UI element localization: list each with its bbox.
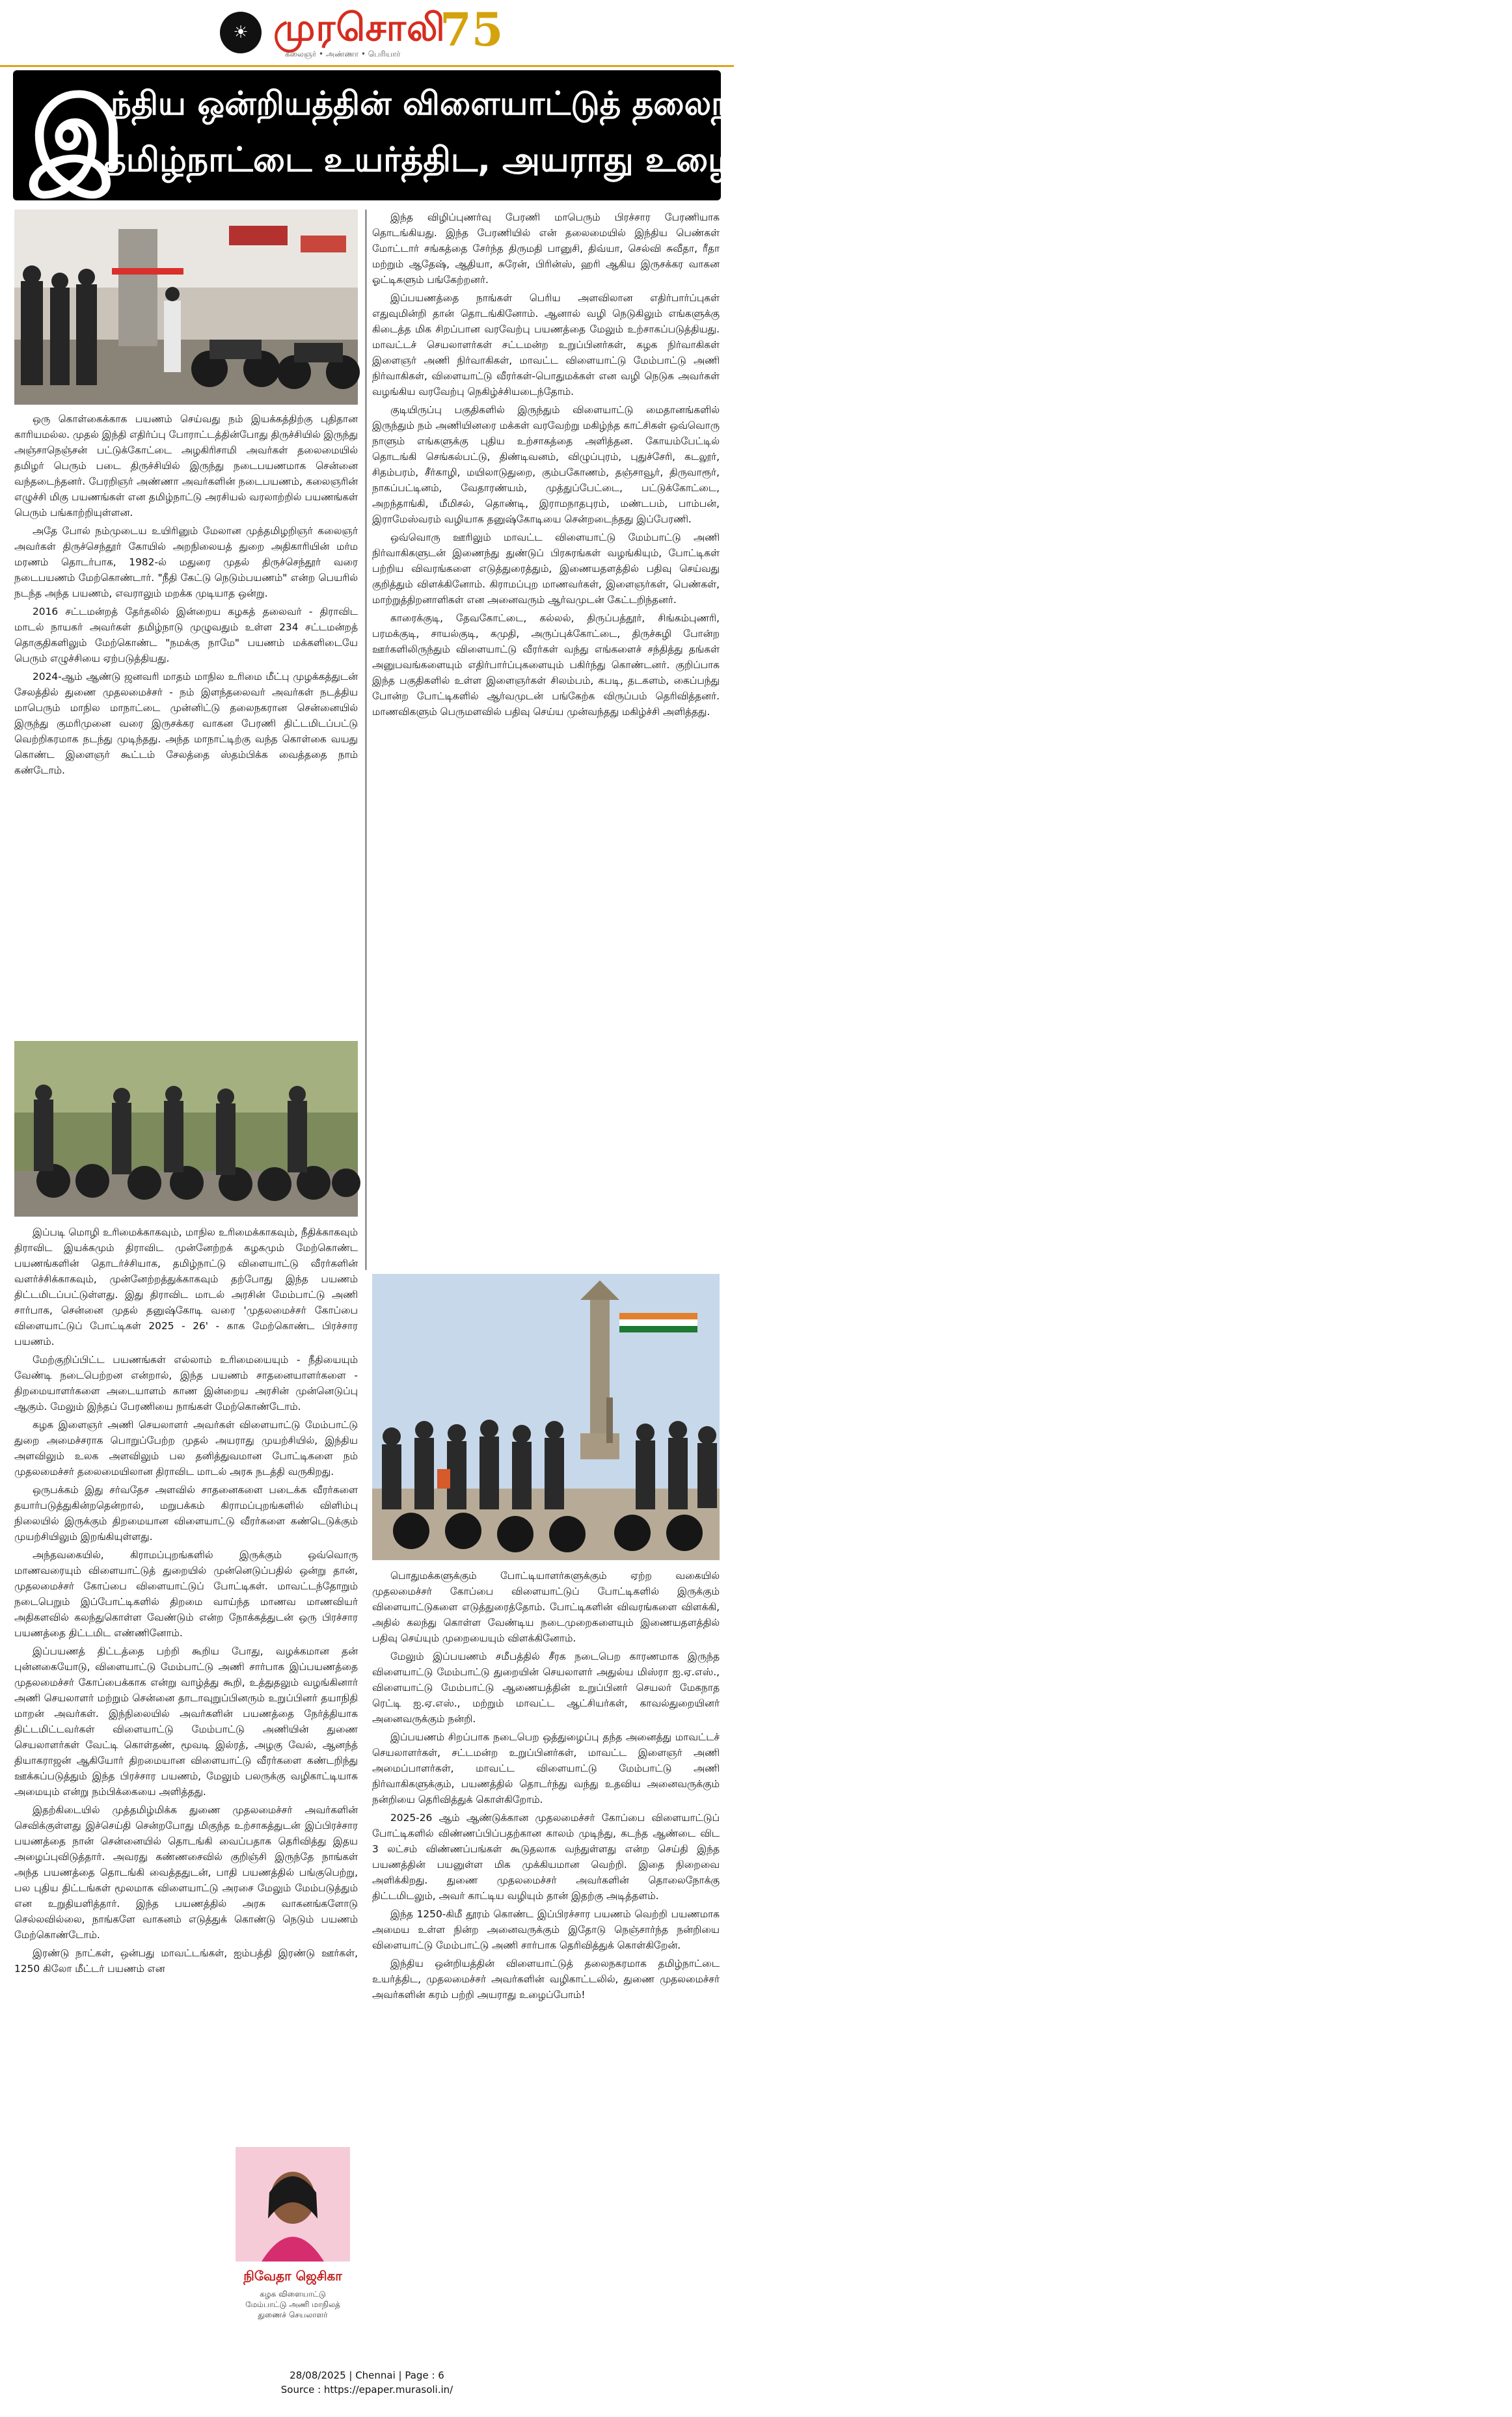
headline-initial: இ [30, 78, 125, 191]
brand-title: முரசொலி [273, 5, 446, 49]
paragraph: இப்பயணத் திட்டத்தை பற்றி கூறிய போது, வழக்கமான தன் புன்னகையோடு, விளையாட்டு மேம்பாட்டு அணி சார்பாக இப்பயணத்தை முதலமைச்சர் கோப்பைக்காக என்று வாழ்த்து கூறி, உத்துதலும் வழங்கினார் அணி செயலாளர் மற்றும் சென்னை தாடாவுறுப்பினரும் உறுப்பினர் தயாநிதி மாறன் அவர்கள். இந்நிலையில் அவர்களின் பயணத்தை நேர்த்தியாக திட்டமிட்டவர்கள் விளையாட்டு மேம்பாட்டு அணியின் துணை செயலாளர்கள் வேட்டி கொள்தண், மூவடி இல்ரத், அழகு வேல், ஆனந்த் தியாகராஜன் ஆகியோர் திறமையான விளையாட்டு வீரர்களை கண்டறிந்து ஊக்கப்படுத்தும் இந்த பிரச்சார பயணம், மேலும் பலருக்கு வழிகாட்டியாக அமையும் என்று நம்பிக்கையை அளித்தது. [14, 1645, 358, 1798]
paragraph: ஒவ்வொரு ஊரிலும் மாவட்ட விளையாட்டு மேம்பாட்டு அணி நிர்வாகிகளுடன் இணைந்து துண்டுப் பிரசுரங்கள் வழங்கியும், போட்டிகள் பற்றிய விவரங்களை எடுத்துரைத்தும், இணையதளத்தில் பதிவு செய்வது குறித்தும் விளக்கினோம். கிராமப்புற மாணவர்கள், இளைஞர்கள், பெண்கள், மாற்றுத்திறனாளிகள் என அனைவரும் ஆர்வமுடன் கேட்டறிந்தனர். [372, 532, 720, 606]
article-column-2a [372, 209, 720, 722]
paragraph: கழக இளைஞர் அணி செயலாளர் அவர்கள் விளையாட்டு மேம்பாட்டு துறை அமைச்சராக பொறுப்பேற்ற முதல் அயராது முயற்சியில், இந்திய அளவிலும் உலக அளவிலும் பல தனித்துவமான போட்டிகளை நம் முதலமைச்சர் தலைமையிலான திராவிட மாடல் அரசு நடத்தி வருகிறது. [14, 1419, 358, 1478]
paragraph: இரண்டு நாட்கள், ஒன்பது மாவட்டங்கள், ஐம்பத்தி இரண்டு ஊர்கள், 1250 கிலோ மீட்டர் பயணம் என [14, 1947, 358, 1975]
paragraph: 2025-26 ஆம் ஆண்டுக்கான முதலமைச்சர் கோப்பை விளையாட்டுப் போட்டிகளில் விண்ணப்பிப்பதற்கான காலம் முடிந்து, கடந்த ஆண்டை விட 3 லட்சம் விண்ணப்பங்கள் கூடுதலாக வந்துள்ளது என்ற செய்தி இந்த பயணத்தின் பயனுள்ள மிக முக்கியமான வெற்றி. இதை நிறைவை அளிக்கிறது. துணை முதலமைச்சர் அவர்களின் தொலைநோக்கு திட்டமிடலும், அவர் காட்டிய வழியும் தான் இதற்கு அடித்தளம். [372, 1812, 720, 1902]
paragraph: மேலும் இப்பயணம் சமீபத்தில் சீரக நடைபெற காரணமாக இருந்த விளையாட்டு மேம்பாட்டு துறையின் செயலாளர் அதுல்ய மிஸ்ரா ஐ.ஏ.எஸ்., விளையாட்டு மேம்பாட்டு ஆணையத்தின் உறுப்பினர் செயலர் மேகநாத ரெட்டி ஐ.ஏ.எஸ்., மற்றும் மாவட்ட ஆட்சியர்கள், காவல்துறையினர் அனைவருக்கும் நன்றி. [372, 1651, 720, 1725]
anniversary-badge: 75 [440, 3, 504, 57]
headline-line-2: தமிழ்நாட்டை உயர்த்திட, அயராது உழைப்போம்! [104, 141, 871, 180]
paragraph: அந்தவகையில், கிராமப்புறங்களில் இருக்கும் ஒவ்வொரு மாணவரையும் விளையாட்டுத் துறையில் முன்னெடுப்பதில் ஒன்று தான், முதலமைச்சர் கோப்பை விளையாட்டுப் போட்டிகள். மாவட்டந்தோறும் நடைபெறும் இப்போட்டிகளில் திறமை வாய்ந்த மாணவ மாணவியர் அதிகளவில் கலந்துகொள்ள வேண்டும் என்ற நோக்கத்துடன் ஒரு பிரச்சார பயணத்தை திட்டமிட எண்ணினோம். [14, 1549, 358, 1639]
paragraph: மேற்குறிப்பிட்ட பயணங்கள் எல்லாம் உரிமையையும் - நீதியையும் வேண்டி நடைபெற்றன என்றால், இந்த பயணம் சாதனையாளர்களை - திறமையாளர்களை அடையாளம் காண இன்றைய அரசின் முன்னெடுப்பு ஆகும். மேலும் இந்தப் பேரணியை நாங்கள் மேற்கொண்டோம். [14, 1354, 358, 1412]
article-column-1b [14, 1224, 358, 1979]
author-box [228, 2147, 358, 2342]
paragraph: இந்த 1250-கிமீ தூரம் கொண்ட இப்பிரச்சார பயணம் வெற்றி பயணமாக அமைய உள்ள நின்ற அனைவருக்கும் இதோடு நெஞ்சார்ந்த நன்றியை விளையாட்டு மேம்பாட்டு அணி சார்பாக தெரிவித்துக் கொள்கிறேன். [372, 1908, 720, 1951]
paragraph: காரைக்குடி, தேவகோட்டை, கல்லல், திருப்பத்தூர், சிங்கம்புணரி, பரமக்குடி, சாயல்குடி, கமுதி, அருப்புக்கோட்டை, திருச்சுழி போன்ற ஊர்களிலிருந்தும் விளையாட்டு வீரர்கள் வந்து எங்களைச் சந்தித்து தங்கள் அனுபவங்களையும் எதிர்பார்ப்புகளையும் பகிர்ந்து கொண்டனர். குறிப்பாக இந்த பகுதிகளில் உள்ள இளைஞர்கள் சிலம்பம், கபடி, தடகளம், கைப்பந்து போன்ற போட்டிகளில் ஆர்வமுடன் பங்கேற்க விருப்பம் தெரிவித்தனர். மாணவிகளும் பெருமளவில் பதிவு செய்ய முன்வந்தது மகிழ்ச்சி அளித்தது. [372, 612, 720, 718]
paragraph: குடியிருப்பு பகுதிகளில் இருந்தும் விளையாட்டு மைதானங்களில் இருந்தும் நம் அணியினரை மக்கள் வரவேற்று மகிழ்ந்த காட்சிகள் ஒவ்வொரு நாளும் எங்களுக்கு புதிய உற்சாகத்தை அளித்தன. கோயம்பேட்டில் தொடங்கி செங்கல்பட்டு, திண்டிவனம், விழுப்புரம், புதுச்சேரி, கடலூர், சிதம்பரம், சீர்காழி, மயிலாடுதுறை, கும்பகோணம், தஞ்சாவூர், திருவாரூர், நாகப்பட்டினம், வேதாரண்யம், முத்துப்பேட்டை, பட்டுக்கோட்டை, அறந்தாங்கி, மீமிசல், தொண்டி, இராமநாதபுரம், மண்டபம், பாம்பன், இராமேஸ்வரம் வழியாக தனுஷ்கோடியை சென்றடைந்தது இப்பேரணி. [372, 404, 720, 525]
paragraph: 2016 சட்டமன்றத் தேர்தலில் இன்றைய கழகத் தலைவர் - திராவிட மாடல் நாயகர் அவர்கள் தமிழ்நாடு முழுவதும் உள்ள 234 சட்டமன்றத் தொகுதிகளிலும் மேற்கொண்ட "நமக்கு நாமே" பயணம் மக்களிடையே பெரும் எழுச்சியை ஏற்படுத்தியது. [14, 606, 358, 664]
paragraph: ஒரு கொள்கைக்காக பயணம் செய்வது நம் இயக்கத்திற்கு புதிதான காரியமல்ல. முதல் இந்தி எதிர்ப்பு போராட்டத்தின்போது திருச்சியில் இருந்து அஞ்சாநெஞ்சன் பட்டுக்கோட்டை அழகிரிசாமி அவர்கள் தலைமையில் தமிழர் பெரும் படை திருச்சியில் இருந்து நடைபயணமாக சென்னை வந்தடைந்தனர். பேரறிஞர் அண்ணா அவர்களின் நடைபயணம், கலைஞரின் எழுச்சி மிகு பயணங்கள் என தமிழ்நாட்டு அரசியல் வரலாற்றில் பயணங்கள் பெரும் பங்காற்றியுள்ளன. [14, 413, 358, 519]
footer-source: Source : https://epaper.murasoli.in/ [280, 2384, 453, 2396]
masthead [0, 0, 734, 67]
paragraph: 2024-ஆம் ஆண்டு ஜனவரி மாதம் மாநில உரிமை மீட்பு முழக்கத்துடன் சேலத்தில் துணை முதலமைச்சர் - நம் இளந்தலைவர் அவர்கள் நடத்திய மாபெரும் மாநில மாநாட்டை முன்னிட்டு தலைநகரான சென்னையில் இருந்து குமரிமுனை வரை இருசக்கர வாகன பேரணி திட்டமிடப்பட்டு வெற்றிகரமாக நடந்து முடிந்தது. அந்த மாநாட்டிற்கு வந்த கொள்கை வயது கொண்ட இளைஞர் கூட்டம் சேலத்தை ஸ்தம்பிக்க வைத்ததை நாம் கண்டோம். [14, 671, 358, 776]
paragraph: இந்த விழிப்புணர்வு பேரணி மாபெரும் பிரச்சார பேரணியாக தொடங்கியது. இந்த பேரணியில் என் தலைமையில் இந்திய பெண்கள் மோட்டார் சங்கத்தை சேர்ந்த திருமதி பானுசி, திவ்யா, செல்வி சுவீதா, ரீதா மற்றும் ஆதேஷ், ஆதியா, சுரேன், பிரின்ஸ், ஹரி ஆகிய இருசக்கர வாகன ஓட்டிகளும் பங்கேற்றனர். [372, 211, 720, 286]
author-role [228, 2289, 358, 2320]
article-column-2b [372, 1568, 720, 2005]
article-column-1a [14, 411, 358, 781]
emblem-logo: ☀ [220, 12, 262, 53]
paragraph: இதற்கிடையில் முத்தமிழ்மிக்க துணை முதலமைச்சர் அவர்களின் செவிக்குள்ளது இச்செய்தி சென்றபோது மிகுந்த உற்சாகத்துடன் இப்பிரச்சார பயணத்தை நான் சென்னையில் தொடங்கி வைப்பதாக தெரிவித்து இதய அழைப்புவிடுத்தார். அவரது கண்ணசைவில் குறிஞ்சி இருந்தே நாங்கள் அந்த பயணத்தை தொடங்கி வைத்ததுடன், பாதி பயணத்தில் பங்குபெற்று, பல புதிய திட்டங்கள் மூலமாக விளையாட்டு அரசை மேலும் மேம்படுத்தும் என உறுதியளித்தார். இந்த பயணத்தில் அரசு வாகனங்களோடு செல்லவில்லை, நாங்களே வாகனம் எடுத்துக் கொண்டு நெடும் பயணம் மேற்கொண்டோம். [14, 1804, 358, 1941]
author-role-line-2: மேம்பாட்டு அணி மாநிலத் [245, 2300, 340, 2309]
paragraph: இப்பயணம் சிறப்பாக நடைபெற ஒத்துழைப்பு தந்த அனைத்து மாவட்டச் செயலாளர்கள், சட்டமன்ற உறுப்பினர்கள், மாவட்ட இளைஞர் அணி அமைப்பாளர்கள், மாவட்ட விளையாட்டு மேம்பாட்டு அணி நிர்வாகிகளுக்கும், பயணத்தில் தொடர்ந்து வந்து உதவிய அனைவருக்கும் நன்றியை தெரிவித்துக் கொள்கிறோம். [372, 1731, 720, 1805]
dhanushkodi-monument-photo [372, 1274, 720, 1560]
author-photo [236, 2147, 350, 2262]
page-footer [0, 2368, 734, 2397]
author-name: நிவேதா ஜெசிகா [243, 2268, 342, 2284]
paragraph: இப்படி மொழி உரிமைக்காகவும், மாநில உரிமைக்காகவும், நீதிக்காகவும் திராவிட இயக்கமும் திராவிட முன்னேற்றக் கழகமும் மேற்கொண்ட பயணங்களின் தொடர்ச்சியாக, தமிழ்நாட்டு விளையாட்டு வீரர்களின் வளர்ச்சிக்காகவும், முன்னேற்றத்துக்காகவும் தற்போது இந்த பயணம் திட்டமிடப்பட்டுள்ளது. இது திராவிட மாடல் அரசின் மேம்பாட்டு அணி சார்பாக, சென்னை முதல் தனுஷ்கோடி வரை 'முதலமைச்சர் கோப்பை விளையாட்டுப் போட்டிகள் 2025 - 26' - காக மேற்கொண்ட பிரச்சார பயணம். [14, 1226, 358, 1347]
author-role-line-3: துணைச் செயலாளர் [258, 2310, 328, 2319]
paragraph: பொதுமக்களுக்கும் போட்டியாளர்களுக்கும் ஏற்ற வகையில் முதலமைச்சர் கோப்பை விளையாட்டுப் போட்டிகளில் இருக்கும் விளையாட்டுகளை எடுத்துரைத்தோம். போட்டிகளின் விவரங்களை விளக்கி, அதில் கலந்து கொள்ள வேண்டிய நடைமுறைகளையும் இணையதளத்தில் பதிவு செய்யும் முறையையும் விளக்கினோம். [372, 1570, 720, 1644]
women-riders-photo [14, 1041, 358, 1217]
brand-subtitle: கலைஞர் • அண்ணா • பெரியார் [285, 49, 401, 59]
author-box-hidden [1332, 1750, 1512, 1924]
flagoff-ceremony-photo [14, 209, 358, 405]
footer-date-page: 28/08/2025 | Chennai | Page : 6 [290, 2370, 444, 2381]
author-role-line-1: கழக விளையாட்டு [260, 2289, 326, 2299]
paragraph: இப்பயணத்தை நாங்கள் பெரிய அளவிலான எதிர்பார்ப்புகள் எதுவுமின்றி தான் தொடங்கினோம். ஆனால் வழி நெடுகிலும் எங்களுக்கு கிடைத்த மிக சிறப்பான வரவேற்பு பயணத்தை மேலும் உற்சாகப்படுத்தியது. மாவட்டச் செயலாளர்கள் சட்டமன்ற உறுப்பினர்கள், கழக நிர்வாகிகள் இளைஞர் அணி நிர்வாகிகள், மாவட்ட விளையாட்டு மேம்பாட்டு அணி நிர்வாகிகள், விளையாட்டு வீரர்கள்-பொதுமக்கள் என வழி நெடுக அவர்கள் வழங்கிய வரவேற்பு நெகிழ்ச்சியடைந்தோம். [372, 292, 720, 398]
paragraph: அதே போல் நம்முடைய உயிரினும் மேலான முத்தமிழறிஞர் கலைஞர் அவர்கள் திருச்செந்தூர் கோயில் அறநிலையத் துறை அதிகாரியின் மர்ம மரணம் தொடர்பாக, 1982-ல் மதுரை முதல் திருச்செந்தூர் வரை நடைபயணம் மேற்கொண்டார். "நீதி கேட்டு நெடும்பயணம்" என்ற பெயரில் நடந்த அந்த பயணம், எவராலும் மறக்க முடியாத ஒன்று. [14, 525, 358, 599]
headline-banner [13, 70, 871, 200]
paragraph: ஒருபக்கம் இது சர்வதேச அளவில் சாதனைகளை படைக்க வீரர்களை தயார்படுத்துகின்றதென்றால், மறுபக்கம் கிராமப்புறங்களில் விளிம்பு நிலையில் இருக்கும் திறமையான விளையாட்டு வீரர்களை கண்டெடுக்கும் முயற்சியிலும் இறங்கியுள்ளது. [14, 1484, 358, 1543]
paragraph: இந்திய ஒன்றியத்தின் விளையாட்டுத் தலைநகரமாக தமிழ்நாட்டை உயர்த்திட, முதலமைச்சர் அவர்களின் வழிகாட்டலில், துணை முதலமைச்சர் அவர்களின் கரம் பற்றி அயராது உழைப்போம்! [372, 1958, 720, 2001]
headline-line-1: ந்திய ஒன்றியத்தின் விளையாட்டுத் தலைநகரமாக [111, 85, 834, 122]
